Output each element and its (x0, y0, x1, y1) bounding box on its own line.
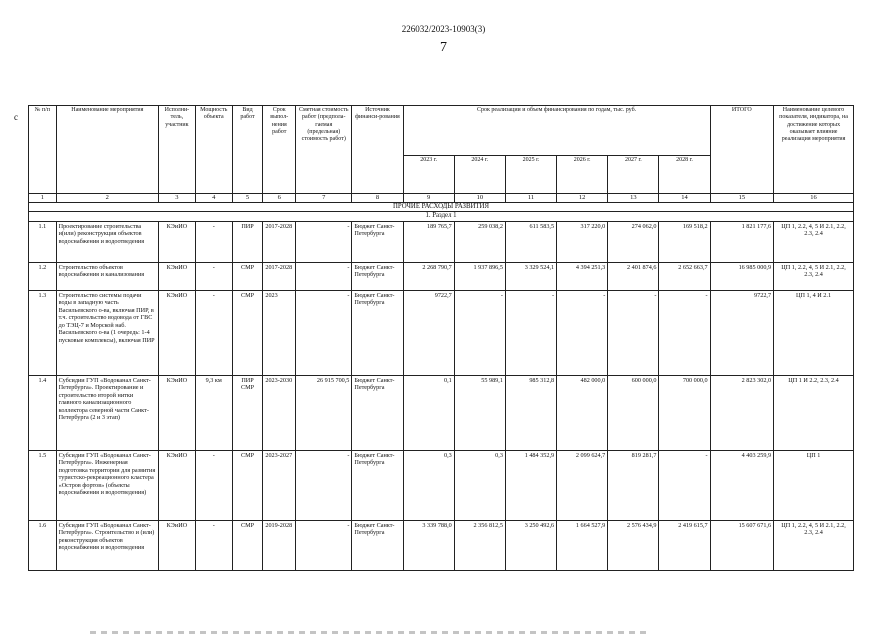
row-value-2024: 0,3 (454, 450, 505, 520)
col-header-executor: Исполни-тель, участник (158, 106, 195, 194)
row-total: 9722,7 (710, 290, 773, 375)
row-executor: КЭиИО (158, 520, 195, 570)
row-number: 1.6 (29, 520, 57, 570)
row-capacity: 9,3 км (195, 375, 232, 450)
col-header-source: Источник финанси-рования (352, 106, 403, 194)
column-number: 14 (659, 194, 710, 203)
table-row (29, 450, 854, 520)
row-number: 1.1 (29, 221, 57, 262)
row-source: Бюджет Санкт-Петербурга (352, 450, 403, 520)
table-row (29, 262, 854, 290)
row-value-2024: 1 937 896,5 (454, 262, 505, 290)
row-cost: - (296, 290, 352, 375)
row-value-2028: 700 000,0 (659, 375, 710, 450)
row-value-2028: 2 419 615,7 (659, 520, 710, 570)
column-number: 6 (263, 194, 296, 203)
row-value-2024: - (454, 290, 505, 375)
row-value-2027: - (608, 290, 659, 375)
subsection-title: 1. Раздел 1 (29, 212, 854, 221)
column-number: 12 (557, 194, 608, 203)
row-value-2023: 9722,7 (403, 290, 454, 375)
col-header-year: 2028 г. (659, 156, 710, 194)
row-cost: - (296, 520, 352, 570)
table-row (29, 290, 854, 375)
row-value-2026: 4 394 251,3 (557, 262, 608, 290)
row-number: 1.5 (29, 450, 57, 520)
row-value-2025: 3 250 492,6 (505, 520, 556, 570)
row-total: 15 607 671,6 (710, 520, 773, 570)
row-executor: КЭиИО (158, 375, 195, 450)
row-value-2024: 259 038,2 (454, 221, 505, 262)
col-header-year: 2026 г. (557, 156, 608, 194)
table-body (29, 221, 854, 570)
row-work-type: ПИР СМР (232, 375, 263, 450)
row-value-2026: 2 099 624,7 (557, 450, 608, 520)
col-header-term: Срок выпол-нения работ (263, 106, 296, 194)
row-source: Бюджет Санкт-Петербурга (352, 375, 403, 450)
financing-table (28, 105, 854, 571)
column-number: 11 (505, 194, 556, 203)
column-number: 4 (195, 194, 232, 203)
margin-mark: с (14, 112, 18, 122)
row-indicator: ЦП 1 И 2.2, 2.3, 2.4 (774, 375, 854, 450)
row-value-2028: - (659, 450, 710, 520)
row-value-2023: 0,3 (403, 450, 454, 520)
column-number: 10 (454, 194, 505, 203)
row-value-2026: 482 000,0 (557, 375, 608, 450)
col-header-capacity: Мощность объекта (195, 106, 232, 194)
row-name: Субсидии ГУП «Водоканал Санкт-Петербурга». Инженерная подготовка территории для развития туристско-рекреационного кластера «Остров фортов» (объекты водоснабжения и водоотведения) (56, 450, 158, 520)
row-capacity: - (195, 520, 232, 570)
col-header-total: ИТОГО (710, 106, 773, 194)
column-number: 3 (158, 194, 195, 203)
row-work-type: СМР (232, 262, 263, 290)
table-header-row (29, 106, 854, 156)
row-cost: - (296, 450, 352, 520)
row-value-2028: 2 652 663,7 (659, 262, 710, 290)
row-value-2026: - (557, 290, 608, 375)
row-source: Бюджет Санкт-Петербурга (352, 262, 403, 290)
row-value-2023: 189 765,7 (403, 221, 454, 262)
row-value-2027: 2 576 434,9 (608, 520, 659, 570)
row-source: Бюджет Санкт-Петербурга (352, 290, 403, 375)
footer-line (90, 631, 650, 634)
row-value-2023: 0,1 (403, 375, 454, 450)
row-name: Субсидии ГУП «Водоканал Санкт-Петербурга». Строительство и (или) реконструкция объектов водоснабжения и водоотведения (56, 520, 158, 570)
row-value-2023: 2 268 790,7 (403, 262, 454, 290)
document-number: 226032/2023-10903(3) (401, 24, 486, 34)
row-work-type: ПИР (232, 221, 263, 262)
row-indicator: ЦП 1, 2.2, 4, 5 И 2.1, 2.2, 2.3, 2.4 (774, 262, 854, 290)
row-number: 1.3 (29, 290, 57, 375)
row-term: 2023-2030 (263, 375, 296, 450)
row-source: Бюджет Санкт-Петербурга (352, 221, 403, 262)
row-name: Строительство объектов водоснабжения и канализования (56, 262, 158, 290)
row-work-type: СМР (232, 290, 263, 375)
col-header-year: 2027 г. (608, 156, 659, 194)
row-term: 2023-2027 (263, 450, 296, 520)
row-name: Субсидии ГУП «Водоканал Санкт-Петербурга». Проектирование и строительство второй нитки главного канализационного коллектора северной части Санкт-Петербурга (2 и 3 этап) (56, 375, 158, 450)
col-header-year: 2025 г. (505, 156, 556, 194)
table-row (29, 375, 854, 450)
row-total: 1 821 177,6 (710, 221, 773, 262)
row-name: Строительство системы подачи воды в западную часть Васильевского о-ва, включая ПИР, в т.ч. строительство водовода от ГВС до ТЭЦ-7 и Морской наб. Васильевского о-ва (1 очередь: 1-4 пусковые комплексы), включая ПИР (56, 290, 158, 375)
column-number: 13 (608, 194, 659, 203)
table-row (29, 520, 854, 570)
row-term: 2017-2028 (263, 262, 296, 290)
row-total: 16 985 000,9 (710, 262, 773, 290)
section-row (29, 203, 854, 212)
column-number: 15 (710, 194, 773, 203)
row-capacity: - (195, 221, 232, 262)
page-number: 7 (440, 40, 447, 55)
col-header-indicator: Наименование целевого показателя, индикатора, на достижение которых оказывает влияние реализация мероприятия (774, 106, 854, 194)
row-cost: - (296, 262, 352, 290)
section-title: ПРОЧИЕ РАСХОДЫ РАЗВИТИЯ (29, 203, 854, 212)
row-value-2024: 2 356 812,5 (454, 520, 505, 570)
column-number: 9 (403, 194, 454, 203)
row-value-2028: 169 518,2 (659, 221, 710, 262)
row-value-2027: 819 281,7 (608, 450, 659, 520)
col-header-year: 2024 г. (454, 156, 505, 194)
row-value-2027: 2 401 874,6 (608, 262, 659, 290)
row-value-2025: - (505, 290, 556, 375)
col-header-year: 2023 г. (403, 156, 454, 194)
row-value-2026: 1 664 527,9 (557, 520, 608, 570)
row-cost: 26 915 700,5 (296, 375, 352, 450)
row-value-2025: 985 312,8 (505, 375, 556, 450)
row-name: Проектирование строительства и(или) реконструкция объектов водоснабжения и водоотведения (56, 221, 158, 262)
row-executor: КЭиИО (158, 262, 195, 290)
row-source: Бюджет Санкт-Петербурга (352, 520, 403, 570)
row-value-2025: 611 583,5 (505, 221, 556, 262)
col-header-num: № п/п (29, 106, 57, 194)
row-work-type: СМР (232, 520, 263, 570)
row-cost: - (296, 221, 352, 262)
table-row (29, 221, 854, 262)
row-value-2026: 317 220,0 (557, 221, 608, 262)
row-total: 2 823 302,0 (710, 375, 773, 450)
column-number: 16 (774, 194, 854, 203)
row-value-2028: - (659, 290, 710, 375)
column-numbers-row (29, 194, 854, 203)
row-capacity: - (195, 290, 232, 375)
row-total: 4 403 259,9 (710, 450, 773, 520)
row-value-2025: 3 329 524,1 (505, 262, 556, 290)
col-header-name: Наименование мероприятия (56, 106, 158, 194)
row-value-2025: 1 484 352,9 (505, 450, 556, 520)
column-number: 2 (56, 194, 158, 203)
row-value-2027: 600 000,0 (608, 375, 659, 450)
row-term: 2017-2028 (263, 221, 296, 262)
row-term: 2019-2028 (263, 520, 296, 570)
row-work-type: СМР (232, 450, 263, 520)
column-number: 7 (296, 194, 352, 203)
row-capacity: - (195, 450, 232, 520)
row-value-2027: 274 062,0 (608, 221, 659, 262)
row-value-2024: 55 989,1 (454, 375, 505, 450)
row-term: 2023 (263, 290, 296, 375)
row-executor: КЭиИО (158, 290, 195, 375)
column-number: 5 (232, 194, 263, 203)
row-executor: КЭиИО (158, 450, 195, 520)
col-header-work-type: Вид работ (232, 106, 263, 194)
row-number: 1.4 (29, 375, 57, 450)
row-number: 1.2 (29, 262, 57, 290)
column-number: 8 (352, 194, 403, 203)
row-indicator: ЦП 1, 2.2, 4, 5 И 2.1, 2.2, 2.3, 2.4 (774, 221, 854, 262)
subsection-row (29, 212, 854, 221)
row-indicator: ЦП 1, 4 И 2.1 (774, 290, 854, 375)
row-indicator: ЦП 1, 2.2, 4, 5 И 2.1, 2.2, 2.3, 2.4 (774, 520, 854, 570)
col-header-financing: Срок реализации и объем финансирования по годам, тыс. руб. (403, 106, 710, 156)
col-header-cost: Сметная стоимость работ (предпола-гаемая (предельная) стоимость работ) (296, 106, 352, 194)
row-executor: КЭиИО (158, 221, 195, 262)
row-capacity: - (195, 262, 232, 290)
column-number: 1 (29, 194, 57, 203)
row-indicator: ЦП 1 (774, 450, 854, 520)
row-value-2023: 3 339 788,0 (403, 520, 454, 570)
